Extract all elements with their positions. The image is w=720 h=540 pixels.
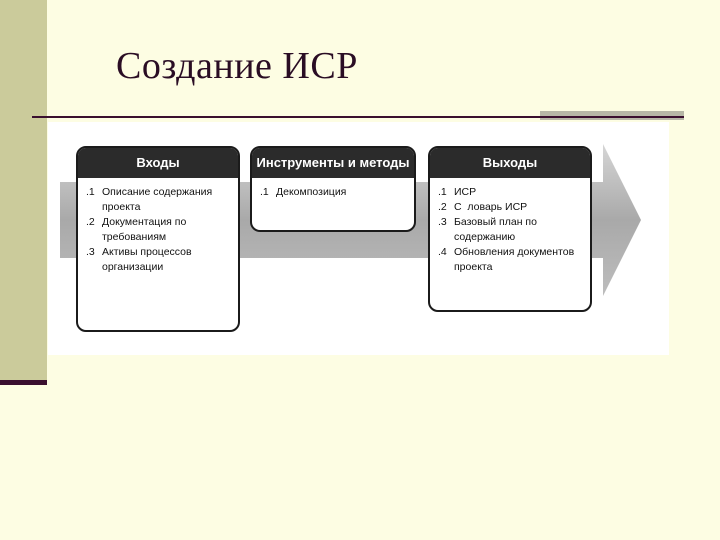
inputs-header: Входы [78, 148, 238, 178]
item-number: .2 [438, 201, 447, 213]
item-number: .1 [260, 186, 269, 198]
left-decorative-bar [0, 0, 47, 382]
item-text: Документация по требованиям [102, 216, 187, 243]
tools-list [252, 178, 414, 204]
item-number: .4 [438, 246, 447, 258]
outputs-item [438, 245, 584, 275]
tools-card [250, 146, 416, 232]
outputs-header: Выходы [430, 148, 590, 178]
title-rule [32, 116, 684, 118]
inputs-item [86, 185, 232, 215]
item-number: .3 [86, 246, 95, 258]
outputs-card [428, 146, 592, 312]
outputs-item [438, 215, 584, 245]
left-bar-accent [0, 380, 47, 385]
item-text: С ловарь ИСР [454, 201, 528, 213]
tools-header: Инструменты и методы [252, 148, 414, 178]
inputs-item [86, 245, 232, 275]
item-text: Базовый план по содержанию [454, 216, 537, 243]
item-number: .3 [438, 216, 447, 228]
item-number: .1 [438, 186, 447, 198]
item-text: Активы процессов организации [102, 246, 192, 273]
item-text: Декомпозиция [276, 186, 347, 198]
outputs-list [430, 178, 590, 279]
outputs-item [438, 200, 584, 215]
process-diagram [48, 122, 669, 355]
inputs-list [78, 178, 238, 279]
item-number: .2 [86, 216, 95, 228]
outputs-item [438, 185, 584, 200]
inputs-item [86, 215, 232, 245]
item-text: Обновления документов проекта [454, 246, 575, 273]
slide-title: Создание ИСР [116, 45, 358, 87]
item-text: ИСР [454, 186, 477, 198]
tools-item [260, 185, 408, 200]
inputs-card [76, 146, 240, 332]
item-number: .1 [86, 186, 95, 198]
item-text: Описание содержания проекта [102, 186, 213, 213]
